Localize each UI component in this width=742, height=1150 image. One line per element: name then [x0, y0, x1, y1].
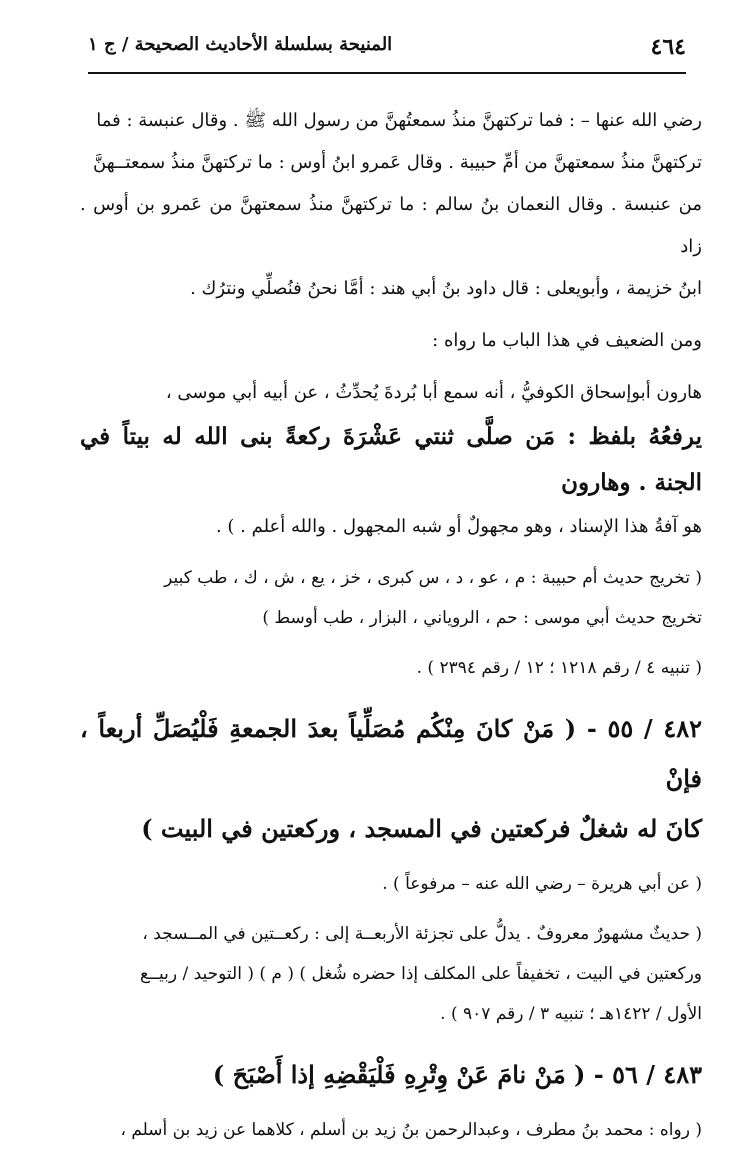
text-line: رضي الله عنها – : فما تركتهنَّ منذُ سمعتُهنَّ من رسول الله ﷺ . وقال عنبسة : فما — [96, 110, 702, 131]
page-body — [80, 100, 702, 1150]
running-title: المنيحة بسلسلة الأحاديث الصحيحة / ج ١ — [88, 34, 393, 55]
text-line: تركتهنَّ منذُ سمعتهنَّ من أمِّ حبيبة . وقال عَمرو ابنُ أوس : ما تركتهنَّ منذُ سمعتــهنَّ — [93, 152, 702, 173]
paragraph-commentary-482 — [80, 914, 702, 1034]
text-line: ( تخريج حديث أم حبيبة : م ، عو ، د ، س كبرى ، خز ، يع ، ش ، ك ، طب كبير — [164, 568, 702, 588]
text-line: هارون أبوإسحاق الكوفيُّ ، أنه سمع أبا بُردةَ يُحدِّثُ ، عن أبيه أبي موسى ، — [165, 382, 702, 403]
text-line: من عنبسة . وقال النعمان بنُ سالم : ما تركتهنَّ منذُ سمعتهنَّ من عَمرو بن أوس . زاد — [80, 194, 702, 257]
paragraph-marfu-wording — [80, 414, 702, 506]
paragraph-weak-intro — [80, 320, 702, 362]
paragraph-narration-end — [80, 100, 702, 310]
text-line: الأول / ١٤٢٢هـ ؛ تنبيه ٣ / رقم ٩٠٧ ) . — [440, 1004, 702, 1024]
paragraph-isnad-note — [80, 506, 702, 548]
paragraph-takhrij — [80, 558, 702, 638]
text-line: وركعتين في البيت ، تخفيفاً على المكلف إذا حضره شُغل ) ( م ) ( التوحيد / ربيــع — [139, 964, 702, 984]
paragraph-harun — [80, 372, 702, 414]
page-header — [88, 32, 686, 74]
text-line: يرفعُهُ بلفظ : مَن صلَّى ثنتي عَشْرَةَ ركعةً بنى الله له بيتاً في الجنة . وهارون — [80, 423, 702, 496]
page-number: ٤٦٤ — [650, 34, 686, 60]
text-line: تخريج حديث أبي موسى : حم ، الروياني ، البزار ، طب أوسط ) — [262, 608, 702, 628]
hadith-heading-482 — [80, 704, 702, 854]
text-line: ابنُ خزيمة ، وأبويعلى : قال داود بنُ أبي هند : أمَّا نحنُ فنُصلِّي ونترُك . — [190, 278, 702, 299]
text-line: ( رواه : محمد بنُ مطرف ، وعبدالرحمن بنُ زيد بن أسلم ، كلاهما عن زيد بن أسلم ، — [120, 1120, 702, 1140]
paragraph-narrator-482 — [80, 864, 702, 904]
text-line: ومن الضعيف في هذا الباب ما رواه : — [432, 330, 702, 351]
paragraph-narrators-483 — [80, 1110, 702, 1150]
text-line: هو آفةُ هذا الإسناد ، وهو مجهولٌ أو شبه المجهول . والله أعلم . ) . — [215, 516, 702, 537]
text-line: كانَ له شغلٌ فركعتين في المسجد ، وركعتين في البيت ) — [141, 814, 702, 843]
text-line: ( عن أبي هريرة – رضي الله عنه – مرفوعاً ) . — [382, 874, 702, 894]
text-line: ( تنبيه ٤ / رقم ١٢١٨ ؛ ١٢ / رقم ٢٣٩٤ ) . — [416, 658, 702, 678]
paragraph-tanbih-ref — [80, 648, 702, 688]
text-line: ٤٨٣ / ٥٦ - ( مَنْ نامَ عَنْ وِتْرِهِ فَلْيَقْضِهِ إذا أَصْبَحَ ) — [212, 1060, 702, 1089]
hadith-heading-483 — [80, 1050, 702, 1100]
text-line: ٤٨٢ / ٥٥ - ( مَنْ كانَ مِنْكُم مُصَلِّياً بعدَ الجمعةِ فَلْيُصَلِّ أربعاً ، فإنْ — [80, 714, 702, 793]
text-line: ( حديثٌ مشهورٌ معروفٌ . يدلُّ على تجزئة الأربعــة إلى : ركعــتين في المــسجد ، — [142, 924, 702, 944]
